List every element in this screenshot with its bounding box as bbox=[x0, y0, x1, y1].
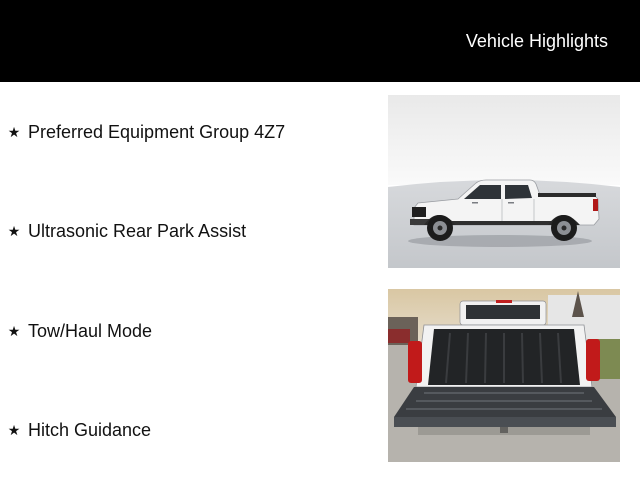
header-bar bbox=[0, 0, 640, 82]
star-icon: ★ bbox=[7, 421, 21, 438]
feature-label: Tow/Haul Mode bbox=[28, 320, 153, 341]
feature-label: Hitch Guidance bbox=[28, 419, 152, 440]
feature-item bbox=[6, 319, 152, 343]
feature-item bbox=[6, 418, 151, 442]
star-icon: ★ bbox=[7, 222, 21, 239]
star-icon: ★ bbox=[7, 123, 21, 140]
feature-item bbox=[6, 219, 246, 243]
feature-item bbox=[6, 120, 285, 144]
truck-bed-photo bbox=[388, 289, 620, 462]
feature-label: Preferred Equipment Group 4Z7 bbox=[28, 121, 286, 142]
feature-label: Ultrasonic Rear Park Assist bbox=[28, 220, 247, 241]
truck-side-photo bbox=[388, 95, 620, 268]
page-title: Vehicle Highlights bbox=[465, 31, 608, 51]
star-icon: ★ bbox=[7, 322, 21, 339]
